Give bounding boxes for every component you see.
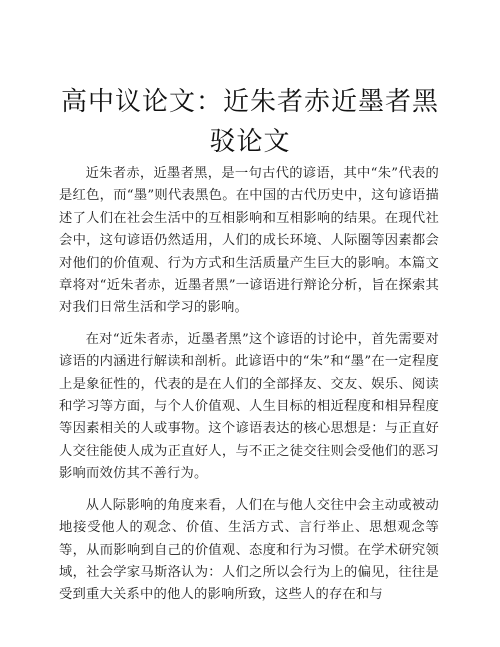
document-title: 高中议论文：近朱者赤近墨者黑驳论文 xyxy=(60,87,439,157)
paragraph: 从人际影响的角度来看，人们在与他人交往中会主动或被动地接受他人的观念、价值、生活方式、言行举止、思想观念等等，从而影响到自己的价值观、态度和行为习惯。在学术研究领域，社会学家马斯洛认为：人们之所以会行为上的偏见，往往是受到重大关系中的他人的影响所致，这些人的存在和与 xyxy=(59,497,439,603)
document-body xyxy=(59,163,439,616)
paragraph: 在对“近朱者赤，近墨者黑”这个谚语的讨论中，首先需要对谚语的内涵进行解读和剖析。此谚语中的“朱”和“墨”在一定程度上是象征性的，代表的是在人们的全部择友、交友、娱乐、阅读和学习等方面，与个人价值观、人生目标的相近程度和相异程度等因素相关的人或事物。这个谚语表达的核心思想是：与正直好人交往能使人成为正直好人，与不正之徒交往则会受他们的恶习影响而效仿其不善行为。 xyxy=(59,331,439,482)
paragraph: 近朱者赤，近墨者黑，是一句古代的谚语，其中“朱”代表的是红色，而“墨”则代表黑色。在中国的古代历史中，这句谚语描述了人们在社会生活中的互相影响和互相影响的结果。在现代社会中，这句谚语仍然适用，人们的成长环境、人际圈等因素都会对他们的价值观、行为方式和生活质量产生巨大的影响。本篇文章将对“近朱者赤，近墨者黑”一谚语进行辩论分析，旨在探索其对我们日常生活和学习的影响。 xyxy=(59,166,439,316)
